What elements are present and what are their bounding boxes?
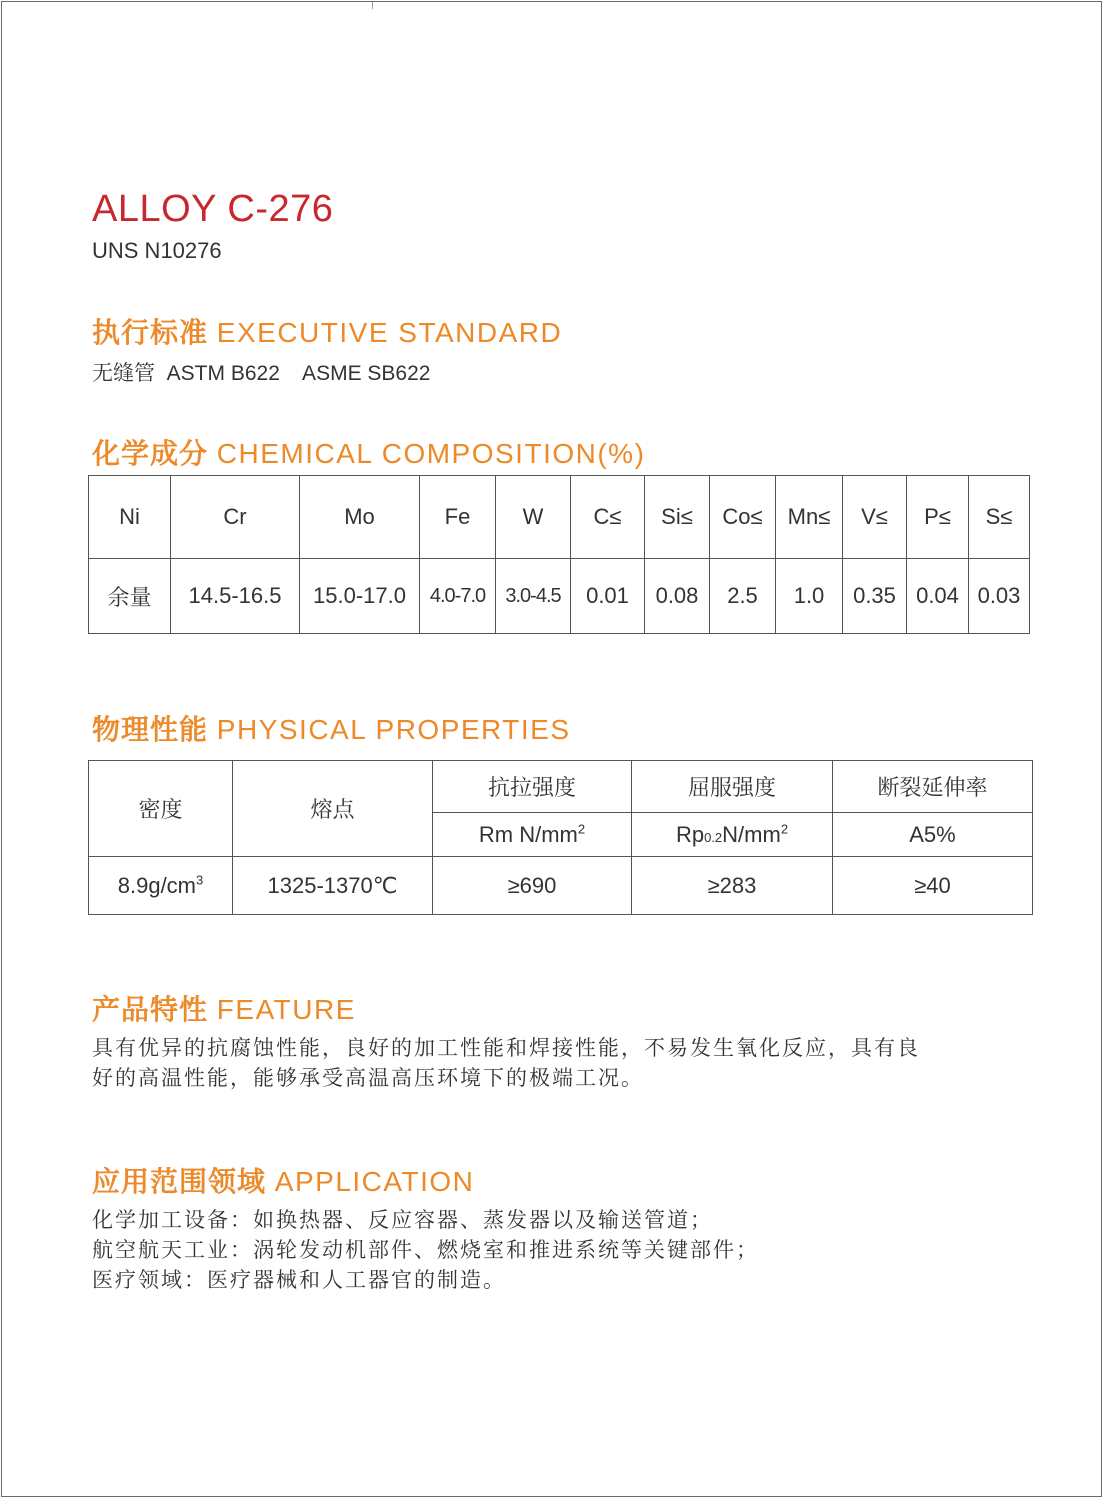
tensile-unit: Rm $N/mm^2$ bbox=[433, 813, 632, 857]
value-cell: 0.35 bbox=[843, 559, 907, 634]
standard-text: 无缝管 ASTM B622 ASME SB622 bbox=[92, 362, 431, 385]
alloy-title: ALLOY C-276 bbox=[92, 188, 334, 230]
chemical-table bbox=[88, 475, 1030, 634]
standard-heading-cn: 执行标准 bbox=[92, 317, 209, 348]
elongation-label: 断裂延伸率 bbox=[833, 761, 1033, 813]
application-text bbox=[92, 1206, 1022, 1296]
feature-heading bbox=[92, 988, 356, 1028]
chemical-heading bbox=[92, 432, 645, 472]
header-cell: Ni bbox=[89, 476, 171, 559]
elongation-unit: A5% bbox=[833, 813, 1033, 857]
melting-value: 1325-1370℃ bbox=[233, 857, 433, 915]
header-cell: S≤ bbox=[969, 476, 1030, 559]
application-heading-cn: 应用范围领域 bbox=[92, 1166, 267, 1197]
value-cell: 4.0-7.0 bbox=[420, 559, 496, 634]
physical-heading-en: PHYSICAL PROPERTIES bbox=[216, 714, 571, 745]
header-cell: Mn≤ bbox=[776, 476, 843, 559]
value-cell: 0.01 bbox=[571, 559, 645, 634]
application-line: 航空航天工业：涡轮发动机部件、燃烧室和推进系统等关键部件； bbox=[92, 1239, 759, 1262]
standard-heading bbox=[92, 311, 562, 351]
value-cell: 0.04 bbox=[907, 559, 969, 634]
melting-label: 熔点 bbox=[233, 761, 433, 857]
application-line: 医疗领域：医疗器械和人工器官的制造。 bbox=[92, 1269, 506, 1292]
yield-value: ≥283 bbox=[632, 857, 833, 915]
physical-heading-cn: 物理性能 bbox=[92, 714, 209, 745]
value-cell: 1.0 bbox=[776, 559, 843, 634]
tensile-value: ≥690 bbox=[433, 857, 632, 915]
application-line: 化学加工设备：如换热器、反应容器、蒸发器以及输送管道； bbox=[92, 1209, 713, 1232]
yield-label: 屈服强度 bbox=[632, 761, 833, 813]
header-cell: C≤ bbox=[571, 476, 645, 559]
density-value: $8.9g/cm^3$ bbox=[89, 857, 233, 915]
feature-heading-en: FEATURE bbox=[216, 994, 356, 1025]
chemical-heading-en: CHEMICAL COMPOSITION(%) bbox=[216, 438, 646, 469]
header-cell: W bbox=[496, 476, 571, 559]
value-cell: 0.08 bbox=[645, 559, 710, 634]
yield-unit: $Rp0.2N/mm^2$ bbox=[632, 813, 833, 857]
standard-heading-en: EXECUTIVE STANDARD bbox=[216, 317, 563, 348]
uns-number: UNS N10276 bbox=[92, 238, 222, 263]
value-cell: 余量 bbox=[89, 559, 171, 634]
feature-line: 好的高温性能，能够承受高温高压环境下的极端工况。 bbox=[92, 1067, 644, 1090]
header-cell: P≤ bbox=[907, 476, 969, 559]
chemical-value-row bbox=[89, 559, 1030, 634]
value-cell: 2.5 bbox=[710, 559, 776, 634]
feature-heading-cn: 产品特性 bbox=[92, 994, 209, 1025]
header-cell: Fe bbox=[420, 476, 496, 559]
feature-text bbox=[92, 1034, 1022, 1094]
physical-heading bbox=[92, 708, 571, 748]
chemical-header-row bbox=[89, 476, 1030, 559]
value-cell: 15.0-17.0 bbox=[300, 559, 420, 634]
physical-table bbox=[88, 760, 1033, 915]
value-cell: 3.0-4.5 bbox=[496, 559, 571, 634]
tensile-label: 抗拉强度 bbox=[433, 761, 632, 813]
density-label: 密度 bbox=[89, 761, 233, 857]
chemical-heading-cn: 化学成分 bbox=[92, 438, 209, 469]
elongation-value: ≥40 bbox=[833, 857, 1033, 915]
feature-line: 具有优异的抗腐蚀性能，良好的加工性能和焊接性能，不易发生氧化反应，具有良 bbox=[92, 1037, 920, 1060]
physical-value-row bbox=[89, 857, 1033, 915]
crop-mark bbox=[372, 2, 373, 9]
header-cell: Cr bbox=[171, 476, 300, 559]
value-cell: 0.03 bbox=[969, 559, 1030, 634]
header-cell: Si≤ bbox=[645, 476, 710, 559]
value-cell: 14.5-16.5 bbox=[171, 559, 300, 634]
header-cell: V≤ bbox=[843, 476, 907, 559]
physical-header-row bbox=[89, 761, 1033, 813]
header-cell: Mo bbox=[300, 476, 420, 559]
header-cell: Co≤ bbox=[710, 476, 776, 559]
application-heading bbox=[92, 1160, 474, 1200]
application-heading-en: APPLICATION bbox=[274, 1166, 475, 1197]
